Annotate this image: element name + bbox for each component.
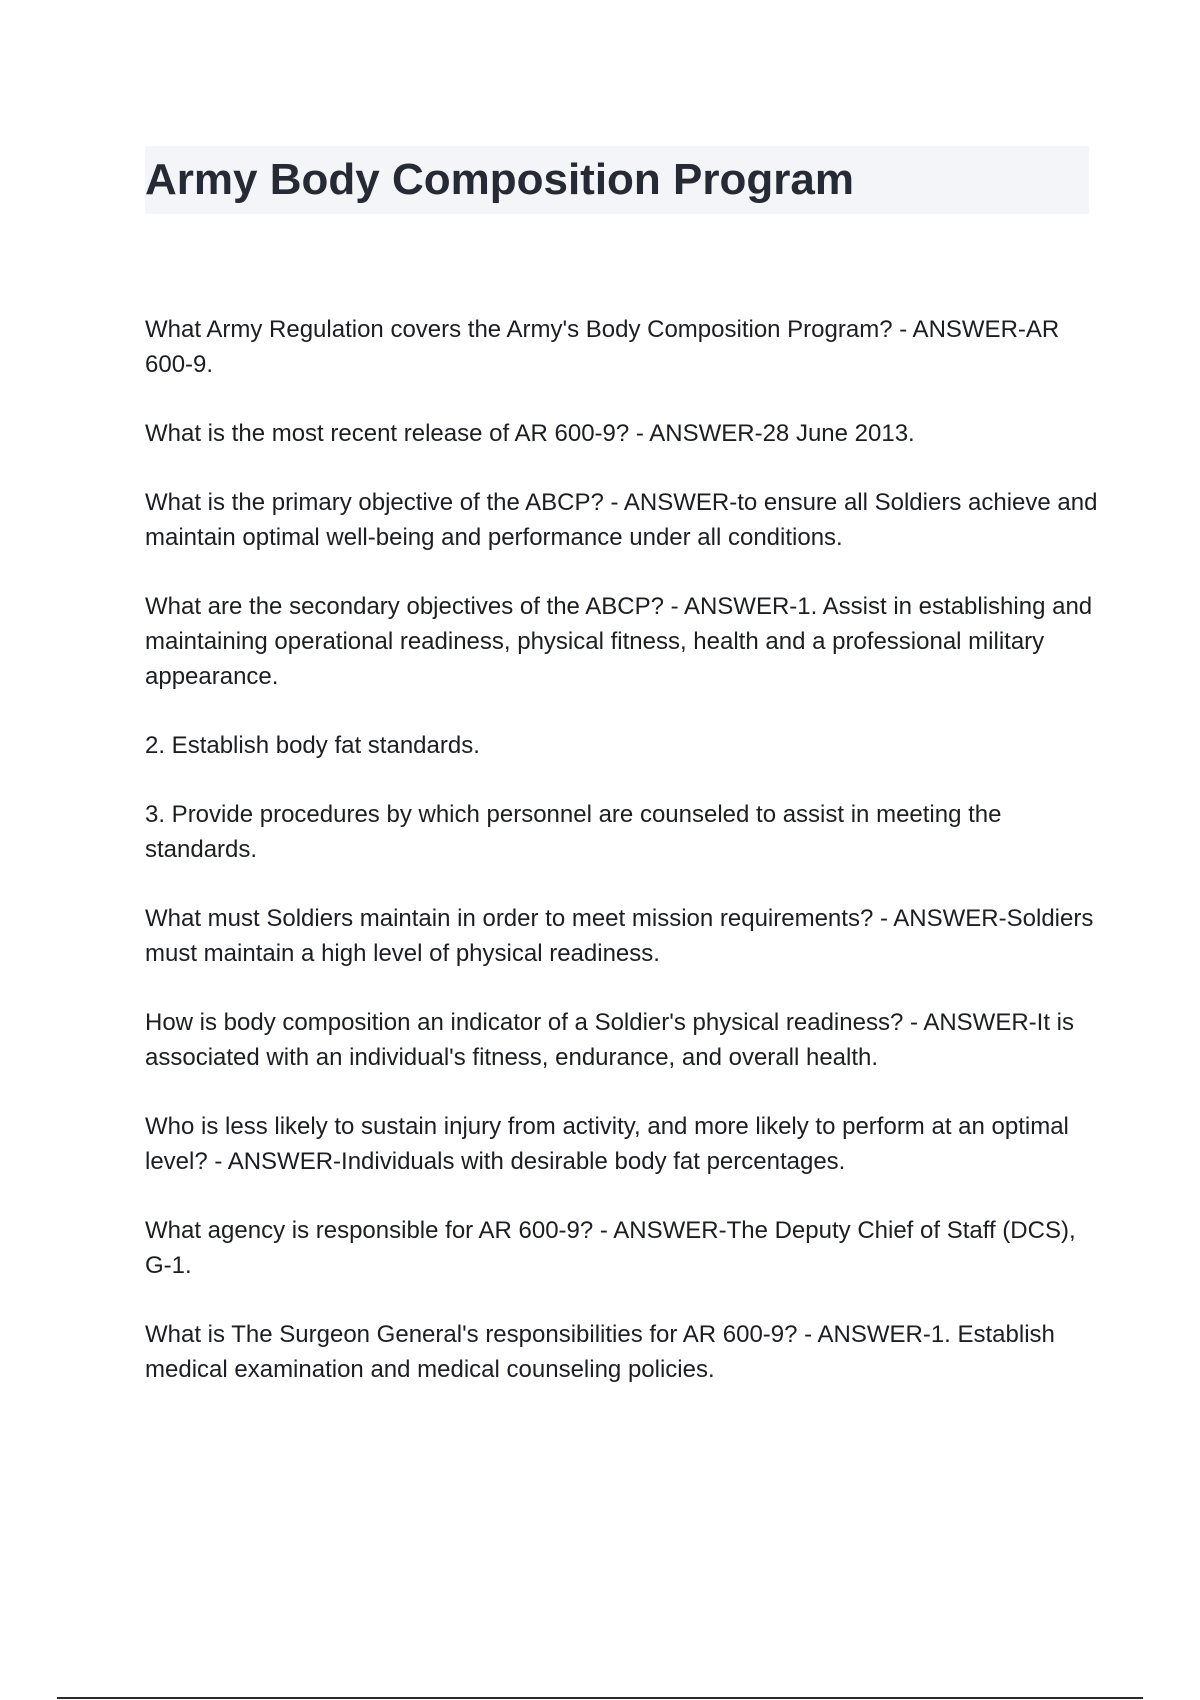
footer-divider xyxy=(57,1697,1143,1699)
document-body xyxy=(145,312,1100,1421)
qa-paragraph: What is the most recent release of AR 600-9? - ANSWER-28 June 2013. xyxy=(145,420,915,447)
qa-paragraph: Who is less likely to sustain injury from activity, and more likely to perform at an optimal level? - ANSWER-Individuals with desirable body fat percentages. xyxy=(145,1113,1069,1175)
qa-paragraph: What are the secondary objectives of the ABCP? - ANSWER-1. Assist in establishing and maintaining operational readiness, physical fitness, health and a professional military appearance. xyxy=(145,593,1093,690)
qa-paragraph: What is the primary objective of the ABCP? - ANSWER-to ensure all Soldiers achieve and maintain optimal well-being and performance under all conditions. xyxy=(145,489,1098,551)
qa-paragraph: 2. Establish body fat standards. xyxy=(145,732,480,759)
page-title: Army Body Composition Program xyxy=(145,155,854,204)
qa-paragraph: How is body composition an indicator of a Soldier's physical readiness? - ANSWER-It is associated with an individual's fitness, endurance, and overall health. xyxy=(145,1009,1074,1071)
qa-paragraph: What is The Surgeon General's responsibilities for AR 600-9? - ANSWER-1. Establish medical examination and medical counseling policies. xyxy=(145,1321,1055,1383)
qa-paragraph: What must Soldiers maintain in order to meet mission requirements? - ANSWER-Soldiers must maintain a high level of physical readiness. xyxy=(145,905,1094,967)
qa-paragraph: What agency is responsible for AR 600-9? - ANSWER-The Deputy Chief of Staff (DCS), G-1. xyxy=(145,1217,1076,1279)
qa-paragraph: 3. Provide procedures by which personnel are counseled to assist in meeting the standards. xyxy=(145,801,1002,863)
qa-paragraph: What Army Regulation covers the Army's Body Composition Program? - ANSWER-AR 600-9. xyxy=(145,316,1060,378)
